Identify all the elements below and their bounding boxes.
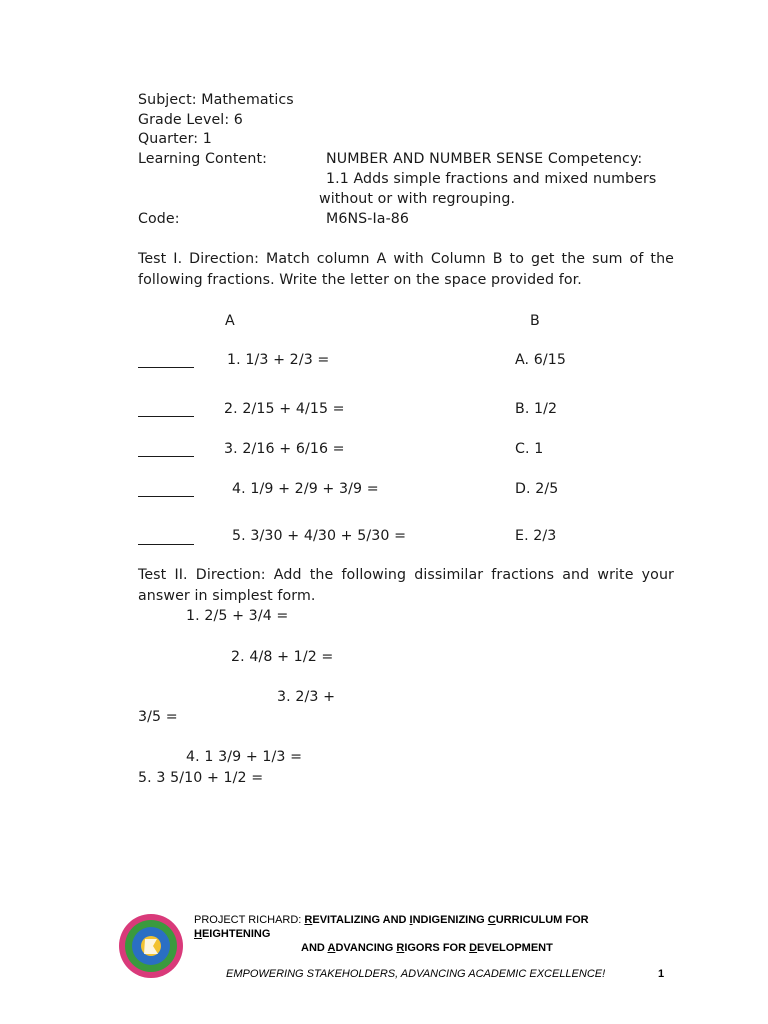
answer-blank-5[interactable] (138, 544, 194, 545)
test1-choice-b: B. 1/2 (515, 401, 558, 417)
code-label: Code: (138, 211, 180, 227)
test2-item-1: 1. 2/5 + 3/4 = (186, 608, 289, 624)
quarter-line: Quarter: 1 (138, 131, 212, 147)
test1-choice-c: C. 1 (515, 441, 544, 457)
test1-question-2: 2. 2/15 + 4/15 = (224, 401, 345, 417)
school-seal-logo (118, 913, 184, 979)
answer-blank-1[interactable] (138, 367, 194, 368)
footer-tagline: EMPOWERING STAKEHOLDERS, ADVANCING ACADEMIC EXCELLENCE! (226, 968, 606, 980)
page-number: 1 (658, 968, 665, 980)
code-value: M6NS-Ia-86 (326, 211, 410, 227)
footer-project-line-1b: HEIGHTENING (194, 928, 271, 940)
test1-question-3: 3. 2/16 + 6/16 = (224, 441, 345, 457)
learning-content-value: NUMBER AND NUMBER SENSE Competency: (326, 151, 643, 167)
test2-item-4: 4. 1 3/9 + 1/3 = (186, 749, 303, 765)
competency-line-2: without or with regrouping. (319, 191, 516, 207)
answer-blank-3[interactable] (138, 456, 194, 457)
test2-item-2: 2. 4/8 + 1/2 = (231, 649, 334, 665)
competency-line-1: 1.1 Adds simple fractions and mixed numbers (326, 171, 657, 187)
test1-direction-line-1: Test I. Direction: Match column A with Column B to get the sum of the (138, 251, 674, 267)
learning-content-label: Learning Content: (138, 151, 268, 167)
test1-question-1: 1. 1/3 + 2/3 = (227, 352, 330, 368)
test1-choice-d: D. 2/5 (515, 481, 559, 497)
answer-blank-2[interactable] (138, 416, 194, 417)
test1-question-4: 4. 1/9 + 2/9 + 3/9 = (232, 481, 379, 497)
test1-direction-line-2: following fractions. Write the letter on the space provided for. (138, 272, 582, 288)
column-b-header: B (530, 313, 540, 329)
test2-direction-line-2: answer in simplest form. (138, 588, 316, 604)
test2-item-3b: 3/5 = (138, 709, 178, 725)
footer-project-line-1: PROJECT RICHARD: REVITALIZING AND INDIGENIZING CURRICULUM FOR (194, 914, 589, 926)
grade-line: Grade Level: 6 (138, 112, 243, 128)
test1-question-5: 5. 3/30 + 4/30 + 5/30 = (232, 528, 407, 544)
column-a-header: A (225, 313, 235, 329)
footer-project-line-2: AND ADVANCING RIGORS FOR DEVELOPMENT (301, 942, 553, 954)
test1-choice-e: E. 2/3 (515, 528, 557, 544)
test2-item-3a: 3. 2/3 + (277, 689, 336, 705)
answer-blank-4[interactable] (138, 496, 194, 497)
test1-choice-a: A. 6/15 (515, 352, 567, 368)
subject-line: Subject: Mathematics (138, 92, 294, 108)
test2-item-5: 5. 3 5/10 + 1/2 = (138, 770, 264, 786)
test2-direction-line-1: Test II. Direction: Add the following dissimilar fractions and write your (138, 567, 674, 583)
